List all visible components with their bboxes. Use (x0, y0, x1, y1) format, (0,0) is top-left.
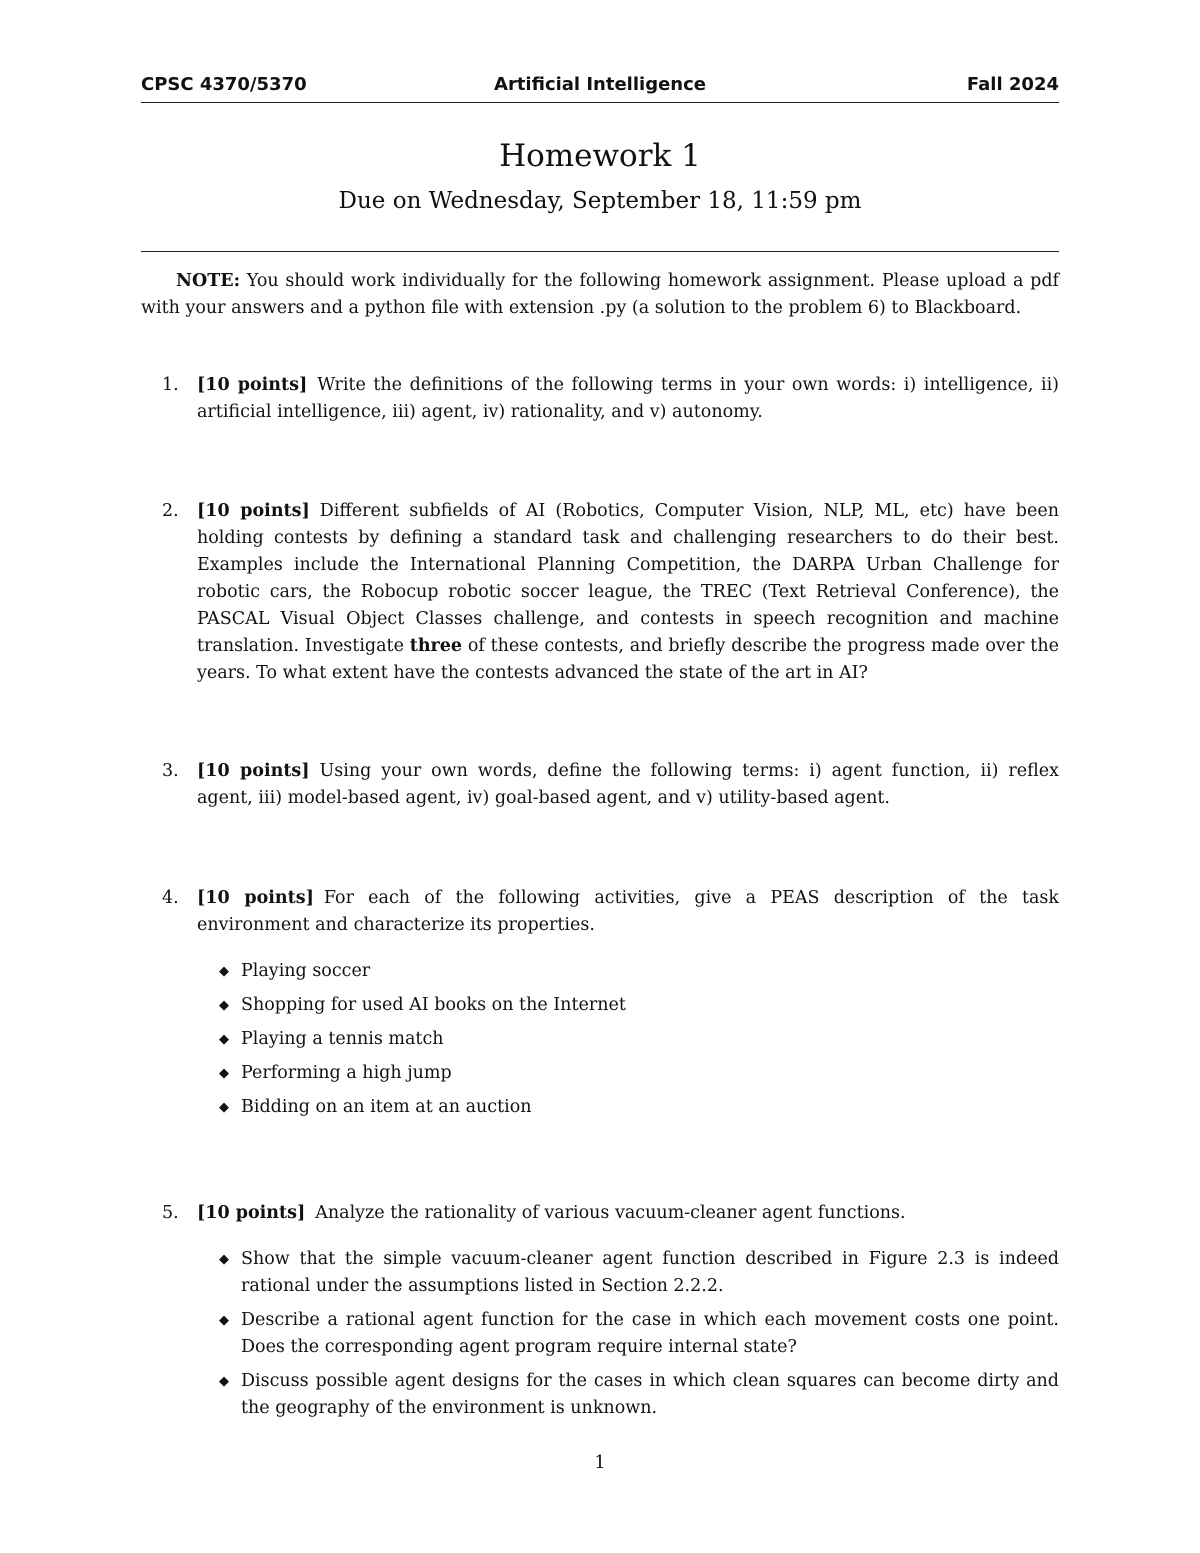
list-item-text: Playing soccer (241, 961, 371, 981)
question-4 (141, 885, 1059, 1128)
bullet-icon: ◆ (219, 964, 229, 979)
title-divider (141, 251, 1059, 252)
list-item (219, 1368, 1059, 1422)
list-item-text: Shopping for used AI books on the Internet (241, 995, 626, 1015)
question-text-continued: of these contests, and briefly describe the progress made over the years. To what extent have the contests advanced the state of the art in AI? (197, 636, 1059, 683)
note-label: NOTE: (176, 271, 241, 291)
question-number: 5. (162, 1203, 179, 1223)
course-term: Fall 2024 (966, 74, 1059, 95)
list-item-text: Show that the simple vacuum-cleaner agent function described in Figure 2.3 is indeed rational under the assumptions listed in Section 2.2.2. (241, 1249, 1059, 1296)
activity-list (141, 958, 1059, 1121)
list-item-text: Bidding on an item at an auction (241, 1097, 532, 1117)
course-code: CPSC 4370/5370 (141, 74, 307, 95)
due-date: Due on Wednesday, September 18, 11:59 pm (338, 188, 862, 214)
list-item (219, 1060, 1059, 1087)
list-item-text: Describe a rational agent function for the case in which each movement costs one point. Does the corresponding agent program require internal state? (241, 1310, 1059, 1357)
question-3 (141, 758, 1059, 812)
page-number: 1 (594, 1452, 606, 1473)
question-points: [10 points] (197, 375, 308, 395)
question-points: [10 points] (197, 888, 314, 908)
bullet-icon: ◆ (219, 1032, 229, 1047)
note-paragraph (141, 268, 1059, 322)
course-subject: Artificial Intelligence (494, 74, 706, 95)
question-number: 4. (162, 888, 179, 908)
question-2 (141, 498, 1059, 687)
list-item-text: Performing a high jump (241, 1063, 452, 1083)
question-number: 3. (162, 761, 179, 781)
bullet-icon: ◆ (219, 1374, 229, 1389)
list-item (219, 1026, 1059, 1053)
list-item (219, 958, 1059, 985)
question-text: Analyze the rationality of various vacuum-cleaner agent functions. (315, 1203, 906, 1223)
question-text: Write the definitions of the following terms in your own words: i) intelligence, ii) artificial intelligence, iii) agent, iv) rationality, and v) autonomy. (197, 375, 1059, 422)
question-number: 1. (162, 375, 179, 395)
bullet-icon: ◆ (219, 1252, 229, 1267)
question-points: [10 points] (197, 1203, 306, 1223)
page-title: Homework 1 (499, 138, 701, 174)
bullet-icon: ◆ (219, 1100, 229, 1115)
list-item (219, 1307, 1059, 1361)
list-item (219, 1094, 1059, 1121)
list-item (219, 1246, 1059, 1300)
bullet-icon: ◆ (219, 1066, 229, 1081)
question-1 (141, 372, 1059, 426)
question-emphasis: three (409, 636, 463, 656)
question-text: Different subfields of AI (Robotics, Computer Vision, NLP, ML, etc) have been holding contests by defining a standard task and challenging researchers to do their best. Examples include the International Planning Competition, the DARPA Urban Challenge for robotic cars, the Robocup robotic soccer league, the TREC (Text Retrieval Conference), the PASCAL Visual Object Classes challenge, and contests in speech recognition and machine translation. Investigate (197, 501, 1059, 656)
bullet-icon: ◆ (219, 1313, 229, 1328)
question-points: [10 points] (197, 501, 310, 521)
question-5 (141, 1200, 1059, 1429)
bullet-icon: ◆ (219, 998, 229, 1013)
page-header (141, 72, 1059, 103)
list-item (219, 992, 1059, 1019)
note-text: You should work individually for the following homework assignment. Please upload a pdf with your answers and a python file with extension .py (a solution to the problem 6) to Blackboard. (141, 271, 1059, 318)
vacuum-task-list (141, 1246, 1059, 1422)
question-text: For each of the following activities, give a PEAS description of the task environment and characterize its properties. (197, 888, 1059, 935)
list-item-text: Discuss possible agent designs for the cases in which clean squares can become dirty and the geography of the environment is unknown. (241, 1371, 1059, 1418)
question-points: [10 points] (197, 761, 310, 781)
list-item-text: Playing a tennis match (241, 1029, 444, 1049)
question-text: Using your own words, define the following terms: i) agent function, ii) reflex agent, iii) model-based agent, iv) goal-based agent, and v) utility-based agent. (197, 761, 1059, 808)
question-number: 2. (162, 501, 179, 521)
